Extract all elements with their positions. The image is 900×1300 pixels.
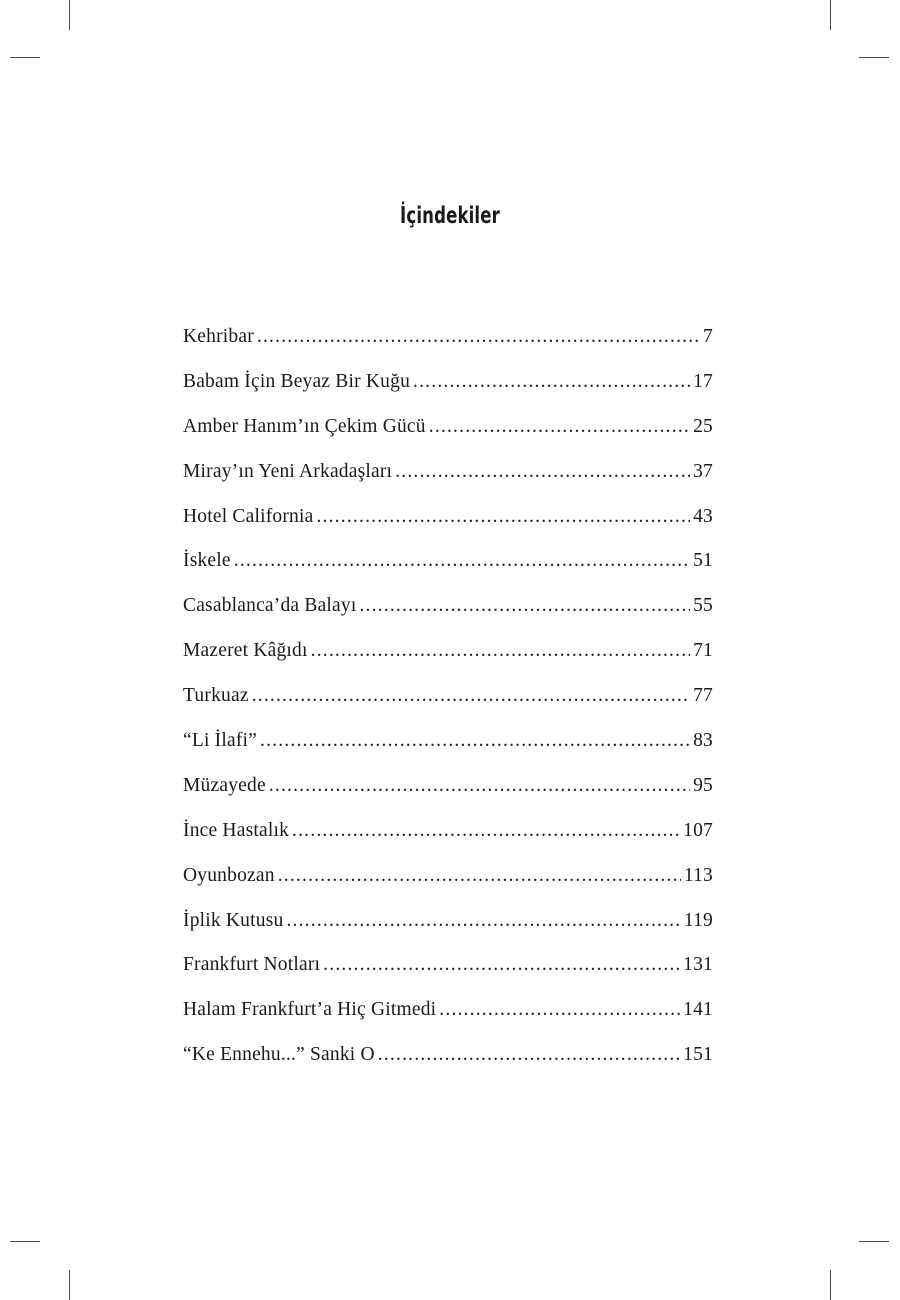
toc-entry-title: İskele: [183, 550, 231, 572]
toc-entry: [183, 636, 713, 681]
toc-entry: [183, 412, 713, 457]
toc-entry: [183, 502, 713, 547]
dot-leader: [311, 636, 690, 666]
dot-leader: [413, 367, 690, 397]
page-title: İçindekiler: [400, 203, 500, 230]
toc-entry-title: “Li İlafi”: [183, 730, 257, 752]
toc-entry-title: Amber Hanım’ın Çekim Gücü: [183, 415, 426, 437]
toc-entry-title: Frankfurt Notları: [183, 954, 321, 976]
toc-entry-page-number: 17: [693, 370, 713, 392]
toc-entry-title: Oyunbozan: [183, 864, 275, 886]
toc-entry-page-number: 131: [683, 954, 713, 976]
toc-entry-page-number: 141: [683, 999, 713, 1021]
dot-leader: [286, 906, 680, 936]
toc-entry: [183, 591, 713, 636]
toc-entry: [183, 322, 713, 367]
toc-entry-page-number: 119: [683, 909, 713, 931]
crop-mark-right-bottom: [859, 1241, 889, 1242]
toc-entry-page-number: 113: [683, 864, 713, 886]
toc-entry-page-number: 71: [693, 640, 713, 662]
toc-entry: [183, 367, 713, 412]
toc-entry: [183, 816, 713, 861]
toc-entry-page-number: 83: [693, 730, 713, 752]
dot-leader: [269, 771, 690, 801]
toc-entry-page-number: 43: [693, 505, 713, 527]
dot-leader: [323, 950, 680, 980]
toc-entry-title: Miray’ın Yeni Arkadaşları: [183, 460, 393, 482]
toc-entry-page-number: 151: [683, 1044, 713, 1066]
toc-entry-title: Halam Frankfurt’a Hiç Gitmedi: [183, 999, 437, 1021]
toc-entry: [183, 950, 713, 995]
toc-entry-page-number: 7: [703, 326, 713, 347]
toc-entry-title: Hotel California: [183, 505, 314, 527]
crop-mark-left-top: [10, 57, 40, 58]
dot-leader: [395, 457, 690, 487]
toc-entry: [183, 546, 713, 591]
dot-leader: [316, 502, 690, 532]
toc-entry-page-number: 37: [693, 460, 713, 482]
dot-leader: [429, 412, 690, 442]
toc-entry: [183, 1040, 713, 1085]
toc-entry: [183, 906, 713, 951]
dot-leader: [257, 322, 700, 352]
dot-leader: [439, 995, 680, 1025]
toc-entry-page-number: 25: [693, 415, 713, 437]
toc-entry-title: Turkuaz: [183, 685, 249, 707]
toc-entry-title: Casablanca’da Balayı: [183, 595, 357, 617]
dot-leader: [359, 591, 690, 621]
toc-entry-title: Müzayede: [183, 774, 266, 796]
crop-mark-top-right: [830, 0, 831, 30]
dot-leader: [252, 681, 690, 711]
toc-entry: [183, 457, 713, 502]
table-of-contents: [183, 322, 713, 1085]
toc-entry-title: İnce Hastalık: [183, 819, 290, 841]
dot-leader: [260, 726, 690, 756]
toc-entry: [183, 771, 713, 816]
toc-entry-title: “Ke Ennehu...” Sanki O: [183, 1044, 375, 1066]
crop-mark-right-top: [859, 57, 889, 58]
crop-mark-left-bottom: [10, 1241, 40, 1242]
toc-entry-page-number: 55: [693, 595, 713, 617]
toc-entry-page-number: 95: [693, 774, 713, 796]
toc-entry-page-number: 107: [683, 819, 713, 841]
dot-leader: [292, 816, 680, 846]
dot-leader: [234, 546, 690, 576]
toc-entry-title: İplik Kutusu: [183, 909, 284, 931]
toc-entry: [183, 726, 713, 771]
toc-entry-title: Babam İçin Beyaz Bir Kuğu: [183, 370, 411, 392]
toc-entry: [183, 681, 713, 726]
toc-entry-page-number: 77: [693, 685, 713, 707]
dot-leader: [278, 861, 681, 891]
dot-leader: [378, 1040, 680, 1070]
toc-entry-page-number: 51: [693, 550, 713, 572]
toc-entry: [183, 995, 713, 1040]
crop-mark-bottom-right: [830, 1270, 831, 1300]
toc-entry-title: Kehribar: [183, 326, 254, 347]
crop-mark-bottom-left: [69, 1270, 70, 1300]
toc-entry: [183, 861, 713, 906]
toc-entry-title: Mazeret Kâğıdı: [183, 640, 308, 662]
crop-mark-top-left: [69, 0, 70, 30]
